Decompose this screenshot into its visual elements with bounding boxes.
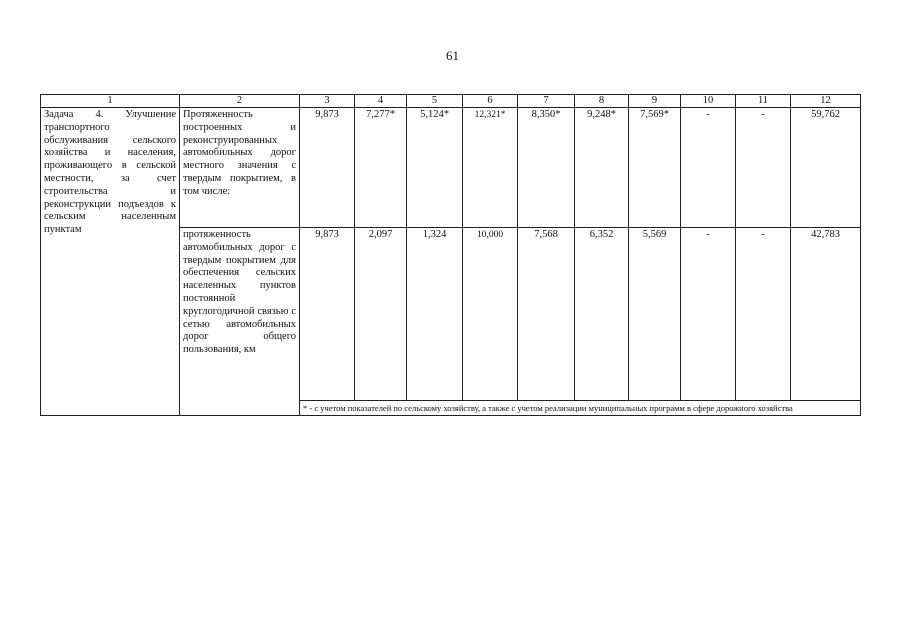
value-cell: 12,321* (463, 108, 518, 228)
value-cell: 9,873 (300, 108, 355, 228)
value-cell: 42,783 (791, 228, 861, 401)
column-header: 3 (300, 95, 355, 108)
value-cell: 2,097 (355, 228, 407, 401)
task-cell: Задача 4. Улучшение транспортного обслуживания сельского хозяйства и населения, проживающего в сельской местности, за счет строительства и реконструкции подъездов к сельским населенным пунктам (41, 108, 180, 416)
column-header: 1 (41, 95, 180, 108)
column-header: 8 (575, 95, 629, 108)
column-header: 9 (629, 95, 681, 108)
column-header: 2 (180, 95, 300, 108)
table-row (41, 108, 861, 228)
value-cell: 6,352 (575, 228, 629, 401)
value-cell: 10,000 (463, 228, 518, 401)
column-header: 7 (518, 95, 575, 108)
value-cell: - (736, 228, 791, 401)
column-header: 10 (681, 95, 736, 108)
column-header: 12 (791, 95, 861, 108)
value-cell: 7,277* (355, 108, 407, 228)
data-table (40, 94, 861, 416)
value-cell: 9,248* (575, 108, 629, 228)
column-header: 6 (463, 95, 518, 108)
indicator-description: протяженность автомобильных дорог с твердым покрытием для обеспечения сельских населенных пунктов постоянной круглогодичной связью с сетью автомобильных дорог общего пользования, км (180, 228, 300, 416)
value-cell: 9,873 (300, 228, 355, 401)
value-cell: - (681, 228, 736, 401)
value-cell: - (736, 108, 791, 228)
value-cell: - (681, 108, 736, 228)
indicator-description: Протяженность построенных и реконструированных автомобильных дорог местного значения с твердым покрытием, в том числе: (180, 108, 300, 228)
value-cell: 7,568 (518, 228, 575, 401)
value-cell: 5,124* (407, 108, 463, 228)
column-header: 5 (407, 95, 463, 108)
column-header: 11 (736, 95, 791, 108)
column-header: 4 (355, 95, 407, 108)
footnote: * - с учетом показателей по сельскому хозяйству, а также с учетом реализации муниципальных программ в сфере дорожного хозяйства (300, 401, 861, 416)
page-number: 61 (446, 48, 459, 63)
value-cell: 5,569 (629, 228, 681, 401)
value-cell: 1,324 (407, 228, 463, 401)
value-cell: 8,350* (518, 108, 575, 228)
table-header-row (41, 95, 861, 108)
value-cell: 59,762 (791, 108, 861, 228)
value-cell: 7,569* (629, 108, 681, 228)
